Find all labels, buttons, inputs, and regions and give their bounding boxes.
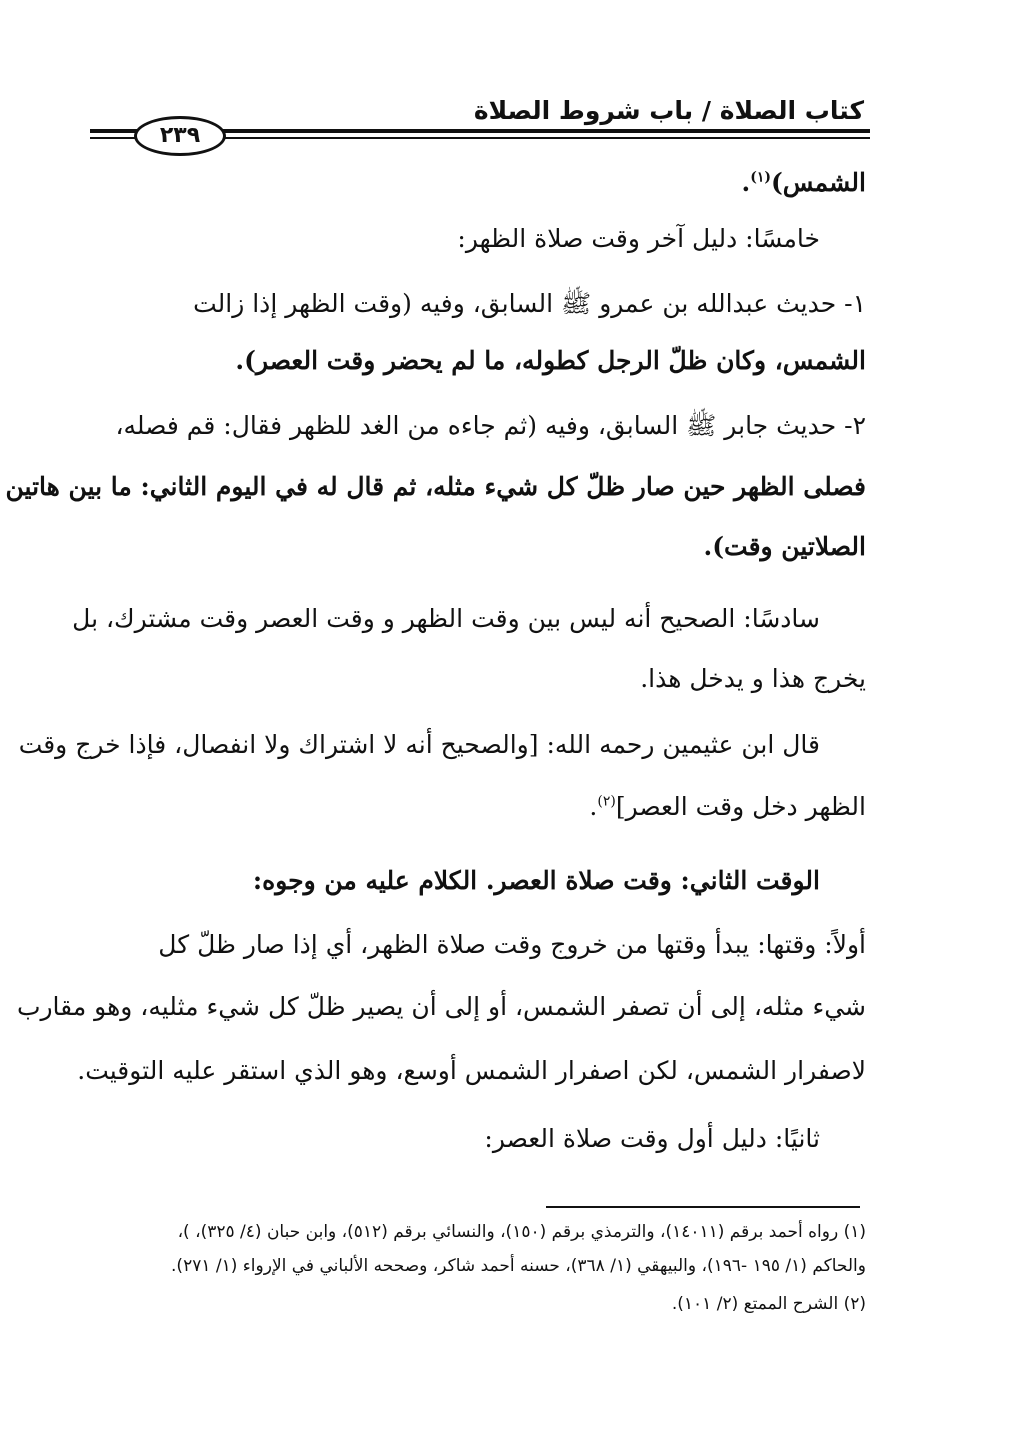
text-line: الصلاتين وقت). [703, 532, 866, 561]
text-line: خامسًا: دليل آخر وقت صلاة الظهر: [457, 224, 820, 253]
text-line: ١- حديث عبدالله بن عمرو ﷺ السابق، وفيه (وقت الظهر إذا زالت [193, 289, 866, 318]
footnote-ref: (١) [750, 169, 771, 186]
text-line: أولاً: وقتها: يبدأ وقتها من خروج وقت صلاة الظهر، أي إذا صار ظلّ كل [158, 930, 866, 959]
text-line: يخرج هذا و يدخل هذا. [640, 664, 866, 693]
chapter-title: كتاب الصلاة / باب شروط الصلاة [473, 96, 864, 125]
text-line: لاصفرار الشمس، لكن اصفرار الشمس أوسع، وهو الذي استقر عليه التوقيت. [77, 1056, 866, 1085]
footnote-separator [546, 1206, 860, 1208]
text-line: قال ابن عثيمين رحمه الله: [والصحيح أنه لا اشتراك ولا انفصال، فإذا خرج وقت [18, 730, 820, 759]
page-number: ٢٣٩ [134, 116, 226, 156]
footnote: (٢) الشرح الممتع (٢/ ١٠١). [671, 1294, 866, 1314]
footnote: (١) رواه أحمد برقم (١٤٠١١)، والترمذي برقم (١٥٠)، والنسائي برقم (٥١٢)، وابن حبان (٤/ ٣٢٥)، )، [177, 1222, 866, 1242]
text-line: الظهر دخل وقت العصر]$^{(٢)}$. [589, 792, 866, 821]
footnote-ref: (٢) [597, 793, 616, 810]
footnote: والحاكم (١/ ١٩٥ -١٩٦)، والبيهقي (١/ ٣٦٨)، حسنه أحمد شاكر، وصححه الألباني في الإرواء (١/ ٢٧١). [171, 1256, 866, 1276]
text-line: ٢- حديث جابر ﷺ السابق، وفيه (ثم جاءه من الغد للظهر فقال: قم فصله، [115, 411, 866, 440]
text-line: فصلى الظهر حين صار ظلّ كل شيء مثله، ثم قال له في اليوم الثاني: ما بين هاتين [5, 472, 866, 501]
section-heading: الوقت الثاني: وقت صلاة العصر. الكلام عليه من وجوه: [252, 866, 820, 895]
text-line: سادسًا: الصحيح أنه ليس بين وقت الظهر و وقت العصر وقت مشترك، بل [72, 604, 820, 633]
text-line: الشمس)$^{(١)}$. [741, 168, 866, 197]
text-line: شيء مثله، إلى أن تصفر الشمس، أو إلى أن يصير ظلّ كل شيء مثليه، وهو مقارب [16, 992, 866, 1021]
text-line: الشمس، وكان ظلّ الرجل كطوله، ما لم يحضر وقت العصر). [235, 346, 866, 375]
running-header [90, 96, 870, 154]
text-line: ثانيًا: دليل أول وقت صلاة العصر: [484, 1124, 820, 1153]
